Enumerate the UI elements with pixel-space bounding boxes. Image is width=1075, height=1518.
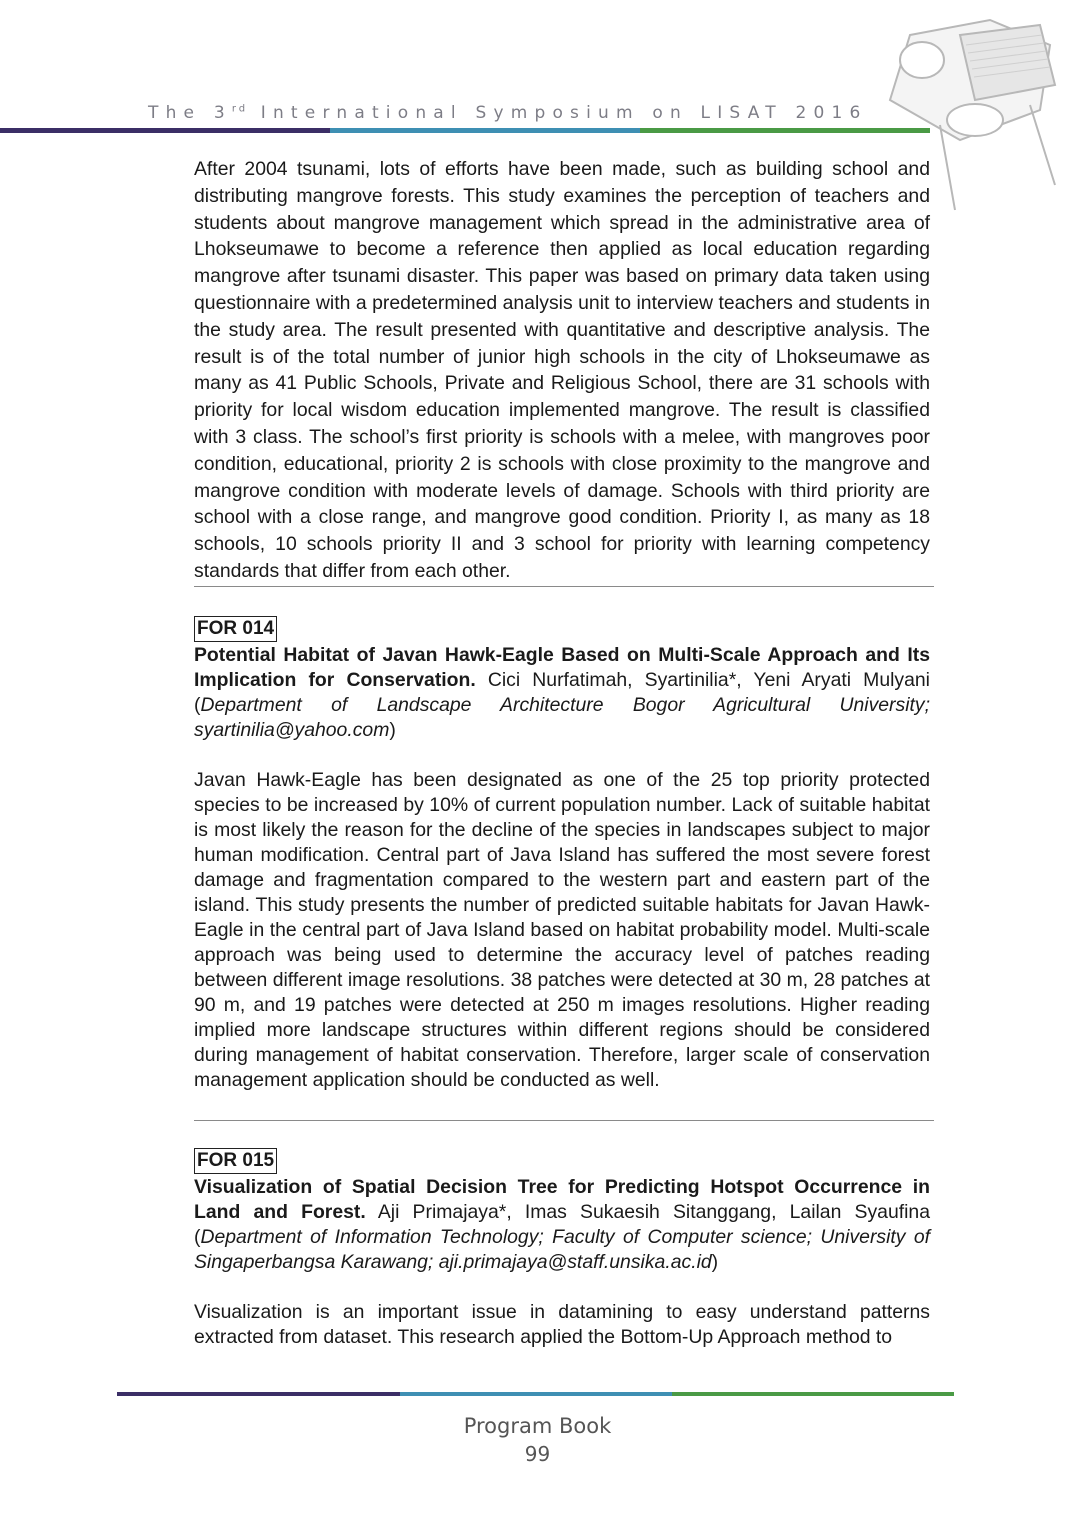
page-number: 99	[524, 1442, 551, 1466]
footer-rule-green	[672, 1392, 954, 1396]
separator	[194, 1120, 934, 1121]
entry-authors: Aji Primajaya*, Imas Sukaesih Sitanggang, Lailan Syaufina (	[194, 1201, 930, 1248]
entry-title: Visualization of Spatial Decision Tree for Predicting Hotspot Occurrence in Land and Forest.	[194, 1176, 930, 1223]
entry-code: FOR 014	[194, 616, 277, 642]
entry-affiliation: Department of Landscape Architecture Bogor Agricultural University; syartinilia@yahoo.com	[194, 694, 930, 741]
entry-heading	[194, 1175, 930, 1275]
header-rule-blue	[330, 128, 640, 133]
separator	[194, 586, 934, 587]
entry-code: FOR 015	[194, 1148, 277, 1174]
footer-title: Program Book	[463, 1414, 612, 1438]
header-title	[148, 103, 868, 123]
top-abstract-text: After 2004 tsunami, lots of efforts have been made, such as building school and distributing mangrove forests. This study examines the perception of teachers and students about mangrove management which spread in the administrative area of Lhokseumawe to become a reference then applied as local education regarding mangrove after tsunami disaster. This paper was based on primary data taken using questionnaire with a predetermined analysis unit to interview teachers and students in the study area. The result presented with quantitative and descriptive analysis. The result is of the total number of junior high schools in the city of Lhokseumawe as many as 41 Public Schools, Private and Religious School, there are 31 schools with priority for local wisdom education implemented mangrove. The result is classified with 3 class. The school’s first priority is schools with a melee, with mangroves poor condition, educational, priority 2 is schools with close proximity to the mangrove and mangrove condition with moderate levels of damage. Schools with third priority are school with a close range, and mangrove good condition. Priority I, as many as 18 schools, 10 schools priority II and 3 school for priority with learning competency standards that differ from each other.	[194, 158, 930, 582]
header-rule-purple	[0, 128, 330, 133]
footer-rule-purple	[117, 1392, 400, 1396]
entry-title: Potential Habitat of Javan Hawk-Eagle Based on Multi-Scale Approach and Its Implication for Conservation.	[194, 644, 930, 691]
top-abstract	[194, 156, 930, 585]
entry-close: )	[389, 719, 396, 741]
header-title-post: International Symposium on LISAT 2016	[248, 103, 868, 123]
entry-abstract: Javan Hawk-Eagle has been designated as one of the 25 top priority protected species to be increased by 10% of current population number. Lack of suitable habitat is most likely the reason for the decline of the species in landscapes subject to major human modification. Central part of Java Island has suffered the most severe forest damage and fragmentation compared to the western part and eastern part of the island. This study presents the number of predicted suitable habitats for Javan Hawk-Eagle in the central part of Java Island based on habitat probability model. Multi-scale approach was being used to determine the accuracy level of patches reading between different image resolutions. 38 patches were detected at 30 m, 28 patches at 90 m, and 19 patches were detected at 250 m images resolutions. Higher reading implied more landscape structures within different regions should be considered during management of habitat conservation. Therefore, larger scale of conservation management application should be conducted as well.	[194, 769, 930, 1091]
entry-abstract: Visualization is an important issue in datamining to easy understand patterns extracted from dataset. This research applied the Bottom-Up Approach method to	[194, 1301, 930, 1348]
entry-heading	[194, 643, 930, 743]
entry-affiliation: Department of Information Technology; Faculty of Computer science; University of Singaperbangsa Karawang; aji.primajaya@staff.unsika.ac.id	[194, 1226, 930, 1273]
entry-authors: Cici Nurfatimah, Syartinilia*, Yeni Aryati Mulyani (	[194, 669, 930, 716]
header-title-pre: The 3	[148, 103, 232, 123]
entry-close: )	[711, 1251, 719, 1273]
footer-rule-blue	[400, 1392, 672, 1396]
header-title-sup: rd	[231, 103, 249, 115]
